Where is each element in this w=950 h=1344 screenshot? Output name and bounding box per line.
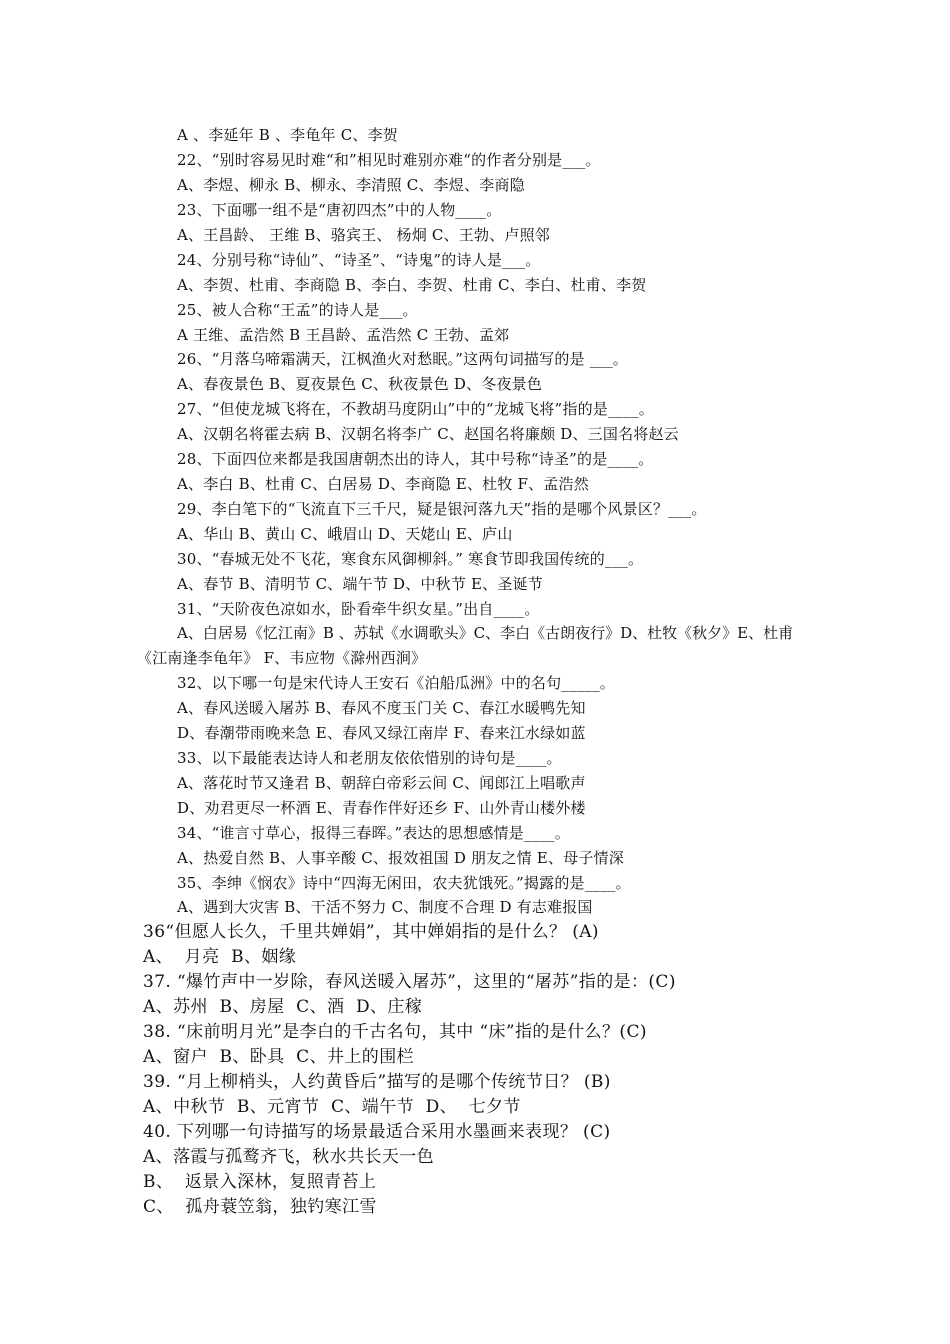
option-line-q36: A、 月亮 B、姻缘 xyxy=(143,947,297,967)
option-line-q21: A 、李延年 B 、李龟年 C、李贺 xyxy=(177,126,399,144)
option-line-q40-b: B、 返景入深林，复照青苔上 xyxy=(143,1172,377,1192)
option-line-q29: A、华山 B、黄山 C、峨眉山 D、天姥山 E、庐山 xyxy=(177,525,513,543)
question-40: 40. 下列哪一句诗描写的场景最适合采用水墨画来表现？ (C) xyxy=(143,1122,611,1142)
question-28: 28、下面四位来都是我国唐朝杰出的诗人，其中号称“诗圣”的是____。 xyxy=(177,450,654,468)
question-27: 27、“但使龙城飞将在，不教胡马度阴山”中的“龙城飞将”指的是____。 xyxy=(177,400,654,418)
option-line-q32-b: D、春潮带雨晚来急 E、春风又绿江南岸 F、春来江水绿如蓝 xyxy=(177,724,586,742)
question-35: 35、李绅《悯农》诗中“四海无闲田，农夫犹饿死。”揭露的是____。 xyxy=(177,874,631,892)
option-line-q26: A、春夜景色 B、夏夜景色 C、秋夜景色 D、冬夜景色 xyxy=(177,375,543,393)
question-23: 23、下面哪一组不是“唐初四杰”中的人物____。 xyxy=(177,201,502,219)
option-line-q28: A、李白 B、杜甫 C、白居易 D、李商隐 E、杜牧 F、孟浩然 xyxy=(177,475,589,493)
option-line-q34: A、热爱自然 B、人事辛酸 C、报效祖国 D 朋友之情 E、母子情深 xyxy=(177,849,624,867)
question-24: 24、分别号称“诗仙”、“诗圣”、“诗鬼”的诗人是___。 xyxy=(177,251,541,269)
option-line-q37: A、苏州 B、房屋 C、酒 D、庄稼 xyxy=(143,997,423,1017)
question-33: 33、以下最能表达诗人和老朋友依依惜别的诗句是____。 xyxy=(177,749,562,767)
question-22: 22、“别时容易见时难“和”相见时难别亦难“的作者分别是___。 xyxy=(177,151,601,169)
option-line-q23: A、王昌龄、 王维 B、骆宾王、 杨炯 C、王勃、卢照邻 xyxy=(177,226,551,244)
question-39: 39. “月上柳梢头，人约黄昏后”描写的是哪个传统节日？ (B) xyxy=(143,1072,611,1092)
option-line-q22: A、李煜、柳永 B、柳永、李清照 C、李煜、李商隐 xyxy=(177,176,525,194)
option-line-q25: A 王维、孟浩然 B 王昌龄、孟浩然 C 王勃、孟郊 xyxy=(177,326,510,344)
question-29: 29、李白笔下的“飞流直下三千尺，疑是银河落九天”指的是哪个风景区？___。 xyxy=(177,500,707,518)
question-32: 32、以下哪一句是宋代诗人王安石《泊船瓜洲》中的名句_____。 xyxy=(177,674,615,692)
option-line-q32-a: A、春风送暖入屠苏 B、春风不度玉门关 C、春江水暖鸭先知 xyxy=(177,699,586,717)
question-38: 38. “床前明月光”是李白的千古名句，其中 “床”指的是什么？(C) xyxy=(143,1022,647,1042)
option-line-q35: A、遇到大灾害 B、干活不努力 C、制度不合理 D 有志难报国 xyxy=(177,898,593,916)
question-25: 25、被人合称“王孟”的诗人是___。 xyxy=(177,301,418,319)
question-37: 37. “爆竹声中一岁除，春风送暖入屠苏”，这里的“屠苏”指的是：(C) xyxy=(143,972,676,992)
option-line-q38: A、窗户 B、卧具 C、井上的围栏 xyxy=(143,1047,414,1067)
option-line-q39: A、中秋节 B、元宵节 C、端午节 D、 七夕节 xyxy=(143,1097,521,1117)
option-line-q24: A、李贺、杜甫、李商隐 B、李白、李贺、杜甫 C、李白、杜甫、李贺 xyxy=(177,276,647,294)
question-26: 26、“月落乌啼霜满天，江枫渔火对愁眠。”这两句词描写的是 ___。 xyxy=(177,350,628,368)
option-line-q31-cont: 《江南逢李龟年》 F、韦应物《滁州西涧》 xyxy=(137,649,427,667)
option-line-q33-b: D、劝君更尽一杯酒 E、青春作伴好还乡 F、山外青山楼外楼 xyxy=(177,799,586,817)
option-line-q40-a: A、落霞与孤鹜齐飞，秋水共长天一色 xyxy=(143,1147,435,1167)
question-31: 31、“天阶夜色凉如水，卧看牵牛织女星。”出自____。 xyxy=(177,600,540,618)
question-30: 30、“春城无处不飞花，寒食东风御柳斜。” 寒食节即我国传统的___。 xyxy=(177,550,644,568)
option-line-q31: A、白居易《忆江南》B 、苏轼《水调歌头》C、李白《古朗夜行》D、杜牧《秋夕》E、杜甫 xyxy=(177,624,794,642)
option-line-q27: A、汉朝名将霍去病 B、汉朝名将李广 C、赵国名将廉颇 D、三国名将赵云 xyxy=(177,425,679,443)
option-line-q33-a: A、落花时节又逢君 B、朝辞白帝彩云间 C、闻郎江上唱歌声 xyxy=(177,774,586,792)
question-36: 36“但愿人长久，千里共婵娟”，其中婵娟指的是什么？ (A) xyxy=(143,922,599,942)
option-line-q40-c: C、 孤舟蓑笠翁，独钓寒江雪 xyxy=(143,1197,377,1217)
question-34: 34、“谁言寸草心，报得三春晖。”表达的思想感情是____。 xyxy=(177,824,570,842)
option-line-q30: A、春节 B、清明节 C、端午节 D、中秋节 E、圣诞节 xyxy=(177,575,543,593)
